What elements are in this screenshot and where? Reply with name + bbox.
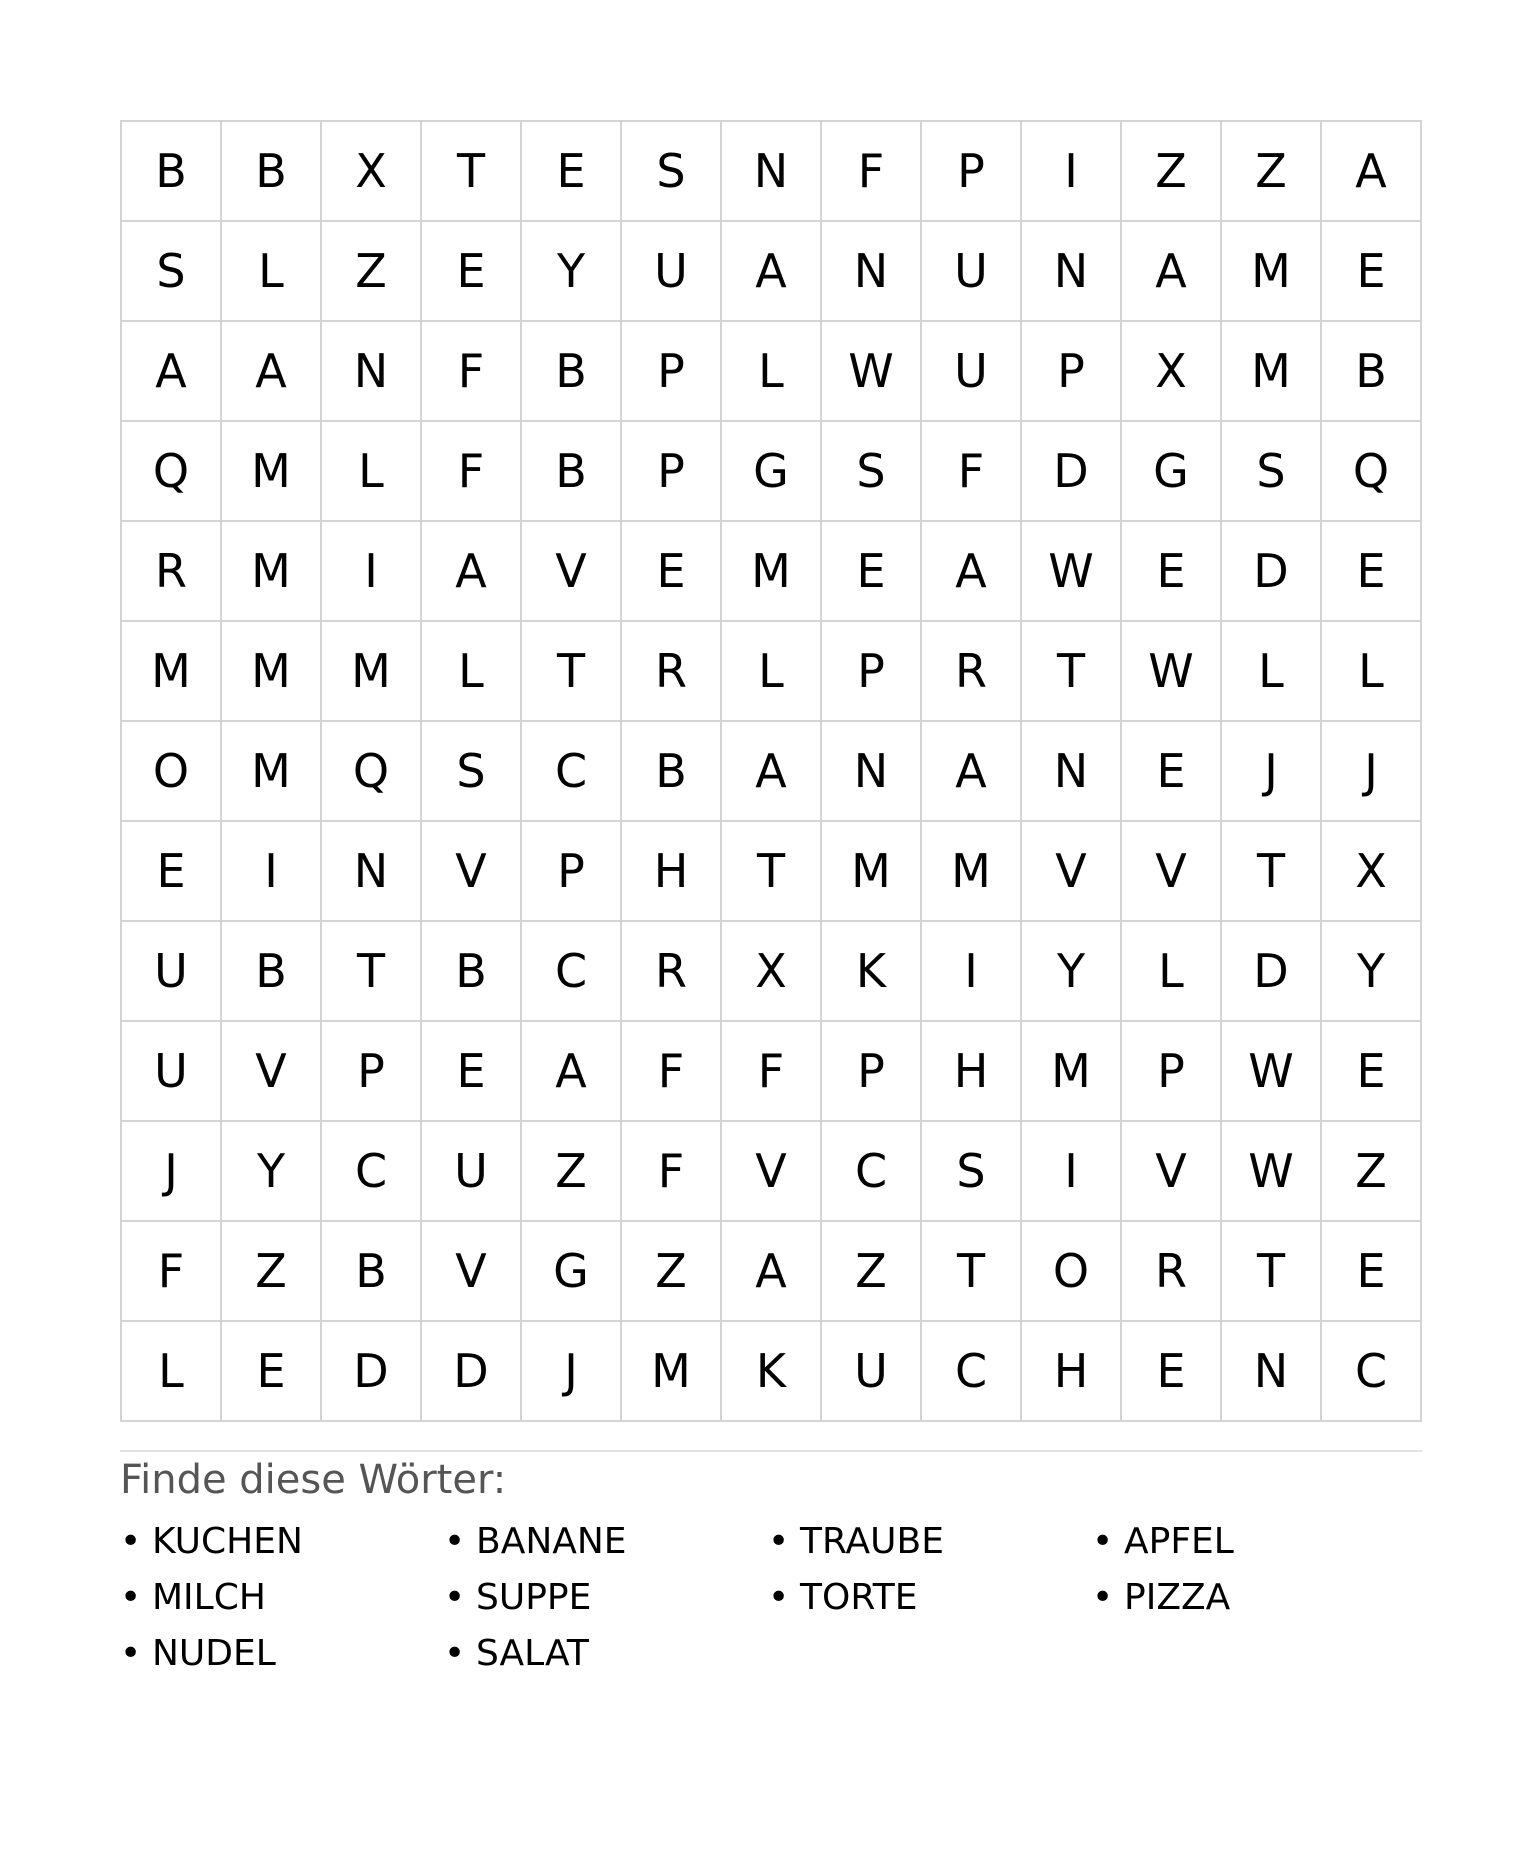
grid-cell[interactable]: T	[1222, 1222, 1322, 1322]
grid-cell[interactable]: L	[1122, 922, 1222, 1022]
grid-cell[interactable]: Z	[822, 1222, 922, 1322]
grid-cell[interactable]: P	[822, 622, 922, 722]
word-item	[444, 1570, 768, 1626]
grid-cell[interactable]: D	[1022, 422, 1122, 522]
grid-cell[interactable]: A	[722, 1222, 822, 1322]
grid-cell[interactable]: Y	[1022, 922, 1122, 1022]
bullet-icon: •	[120, 1577, 142, 1618]
grid-cell[interactable]: F	[722, 1022, 822, 1122]
grid-cell[interactable]: B	[422, 922, 522, 1022]
grid-cell[interactable]: T	[922, 1222, 1022, 1322]
grid-cell[interactable]: E	[1122, 522, 1222, 622]
grid-cell[interactable]: P	[1022, 322, 1122, 422]
word-item	[444, 1514, 768, 1570]
grid-cell[interactable]: O	[1022, 1222, 1122, 1322]
grid-cell[interactable]: I	[222, 822, 322, 922]
grid-cell[interactable]: P	[322, 1022, 422, 1122]
grid-cell[interactable]: A	[522, 1022, 622, 1122]
grid-cell[interactable]: V	[1122, 822, 1222, 922]
grid-cell[interactable]: F	[422, 322, 522, 422]
grid-cell[interactable]: M	[222, 422, 322, 522]
grid-cell[interactable]: U	[622, 222, 722, 322]
grid-cell[interactable]: E	[222, 1322, 322, 1422]
grid-cell[interactable]: T	[522, 622, 622, 722]
grid-cell[interactable]: Y	[1322, 922, 1422, 1022]
word-label: APFEL	[1124, 1521, 1234, 1562]
grid-cell[interactable]: N	[822, 222, 922, 322]
divider	[120, 1450, 1422, 1452]
grid-cell[interactable]: R	[122, 522, 222, 622]
grid-cell[interactable]: O	[122, 722, 222, 822]
grid-cell[interactable]: E	[1322, 1022, 1422, 1122]
grid-cell[interactable]: D	[322, 1322, 422, 1422]
grid-cell[interactable]: V	[1122, 1122, 1222, 1222]
bullet-icon: •	[768, 1577, 790, 1618]
grid-cell[interactable]: C	[522, 722, 622, 822]
grid-cell[interactable]: R	[922, 622, 1022, 722]
grid-cell[interactable]: M	[222, 722, 322, 822]
grid-cell[interactable]: A	[122, 322, 222, 422]
grid-cell[interactable]: B	[222, 922, 322, 1022]
grid-cell[interactable]: M	[622, 1322, 722, 1422]
word-label: TORTE	[800, 1577, 918, 1618]
grid-cell[interactable]: V	[522, 522, 622, 622]
grid-cell[interactable]: Z	[222, 1222, 322, 1322]
grid-cell[interactable]: V	[422, 822, 522, 922]
grid-cell[interactable]: Z	[1322, 1122, 1422, 1222]
grid-cell[interactable]: R	[622, 922, 722, 1022]
grid-cell[interactable]: P	[1122, 1022, 1222, 1122]
grid-cell[interactable]: T	[322, 922, 422, 1022]
grid-cell[interactable]: H	[622, 822, 722, 922]
grid-cell[interactable]: H	[1022, 1322, 1122, 1422]
grid-cell[interactable]: A	[222, 322, 322, 422]
grid-cell[interactable]: K	[722, 1322, 822, 1422]
bullet-icon: •	[444, 1577, 466, 1618]
word-item	[444, 1626, 768, 1682]
grid-cell[interactable]: S	[622, 122, 722, 222]
grid-cell[interactable]: W	[822, 322, 922, 422]
grid-cell[interactable]: J	[122, 1122, 222, 1222]
grid-cell[interactable]: M	[222, 622, 322, 722]
bullet-icon: •	[1092, 1521, 1114, 1562]
grid-cell[interactable]: A	[1322, 122, 1422, 222]
grid-cell[interactable]: B	[622, 722, 722, 822]
word-item	[120, 1514, 444, 1570]
grid-cell[interactable]: W	[1222, 1022, 1322, 1122]
grid-cell[interactable]: Z	[1222, 122, 1322, 222]
grid-cell[interactable]: Q	[322, 722, 422, 822]
grid-cell[interactable]: U	[922, 322, 1022, 422]
grid-cell[interactable]: B	[322, 1222, 422, 1322]
grid-cell[interactable]: M	[722, 522, 822, 622]
grid-cell[interactable]: X	[1322, 822, 1422, 922]
word-label: BANANE	[476, 1521, 627, 1562]
grid-cell[interactable]: N	[322, 822, 422, 922]
grid-cell[interactable]: M	[1222, 222, 1322, 322]
grid-cell[interactable]: A	[922, 522, 1022, 622]
grid-cell[interactable]: N	[822, 722, 922, 822]
grid-cell[interactable]: Q	[1322, 422, 1422, 522]
grid-cell[interactable]: R	[622, 622, 722, 722]
grid-cell[interactable]: S	[422, 722, 522, 822]
word-item	[1092, 1570, 1416, 1626]
grid-cell[interactable]: E	[622, 522, 722, 622]
grid-cell[interactable]: A	[922, 722, 1022, 822]
grid-cell[interactable]: U	[822, 1322, 922, 1422]
grid-cell[interactable]: S	[922, 1122, 1022, 1222]
grid-cell[interactable]: E	[1122, 1322, 1222, 1422]
grid-cell[interactable]: E	[122, 822, 222, 922]
grid-cell[interactable]: M	[122, 622, 222, 722]
grid-cell[interactable]: G	[722, 422, 822, 522]
word-label: KUCHEN	[152, 1521, 303, 1562]
grid-cell[interactable]: S	[1222, 422, 1322, 522]
grid-cell[interactable]: A	[1122, 222, 1222, 322]
word-list	[120, 1514, 1420, 1682]
bullet-icon: •	[444, 1633, 466, 1674]
grid-cell[interactable]: E	[422, 222, 522, 322]
grid-cell[interactable]: J	[1322, 722, 1422, 822]
grid-cell[interactable]: N	[722, 122, 822, 222]
grid-cell[interactable]: L	[722, 322, 822, 422]
grid-cell[interactable]: F	[922, 422, 1022, 522]
grid-cell[interactable]: W	[1222, 1122, 1322, 1222]
grid-cell[interactable]: U	[122, 922, 222, 1022]
grid-cell[interactable]: D	[1222, 522, 1322, 622]
grid-cell[interactable]: S	[822, 422, 922, 522]
grid-cell[interactable]: L	[422, 622, 522, 722]
grid-cell[interactable]: A	[422, 522, 522, 622]
grid-cell[interactable]: V	[722, 1122, 822, 1222]
grid-cell[interactable]: E	[1322, 522, 1422, 622]
grid-cell[interactable]: R	[1122, 1222, 1222, 1322]
grid-cell[interactable]: S	[122, 222, 222, 322]
word-item	[768, 1570, 1092, 1626]
word-list-title: Finde diese Wörter:	[120, 1457, 507, 1503]
grid-cell[interactable]: V	[222, 1022, 322, 1122]
grid-cell[interactable]: Y	[522, 222, 622, 322]
grid-cell[interactable]: X	[722, 922, 822, 1022]
grid-cell[interactable]: I	[922, 922, 1022, 1022]
word-item	[1092, 1514, 1416, 1570]
grid-cell[interactable]: C	[922, 1322, 1022, 1422]
grid-cell[interactable]: E	[522, 122, 622, 222]
grid-cell[interactable]: P	[622, 322, 722, 422]
grid-cell[interactable]: M	[922, 822, 1022, 922]
grid-cell[interactable]: U	[922, 222, 1022, 322]
grid-cell[interactable]: V	[422, 1222, 522, 1322]
grid-cell[interactable]: D	[1222, 922, 1322, 1022]
grid-cell[interactable]: C	[322, 1122, 422, 1222]
word-item	[120, 1626, 444, 1682]
word-label: MILCH	[152, 1577, 266, 1618]
grid-cell[interactable]: L	[1322, 622, 1422, 722]
word-label: NUDEL	[152, 1633, 276, 1674]
grid-cell[interactable]: B	[522, 422, 622, 522]
word-label: PIZZA	[1124, 1577, 1231, 1618]
grid-cell[interactable]: T	[1022, 622, 1122, 722]
grid-cell[interactable]: V	[1022, 822, 1122, 922]
word-item	[120, 1570, 444, 1626]
grid-cell[interactable]: Q	[122, 422, 222, 522]
grid-cell[interactable]: F	[622, 1122, 722, 1222]
grid-cell[interactable]: J	[522, 1322, 622, 1422]
word-item	[768, 1514, 1092, 1570]
grid-cell[interactable]: K	[822, 922, 922, 1022]
grid-cell[interactable]: P	[622, 422, 722, 522]
grid-cell[interactable]: T	[422, 122, 522, 222]
grid-cell[interactable]: I	[1022, 1122, 1122, 1222]
grid-cell[interactable]: C	[1322, 1322, 1422, 1422]
grid-cell[interactable]: M	[1022, 1022, 1122, 1122]
grid-cell[interactable]: Z	[622, 1222, 722, 1322]
grid-cell[interactable]: M	[222, 522, 322, 622]
grid-cell[interactable]: D	[422, 1322, 522, 1422]
grid-cell[interactable]: M	[1222, 322, 1322, 422]
grid-cell[interactable]: B	[522, 322, 622, 422]
word-label: TRAUBE	[800, 1521, 944, 1562]
grid-cell[interactable]: U	[122, 1022, 222, 1122]
grid-cell[interactable]: L	[722, 622, 822, 722]
grid-cell[interactable]: C	[522, 922, 622, 1022]
grid-cell[interactable]: Z	[1122, 122, 1222, 222]
bullet-icon: •	[444, 1521, 466, 1562]
grid-cell[interactable]: G	[1122, 422, 1222, 522]
grid-cell[interactable]: X	[1122, 322, 1222, 422]
grid-cell[interactable]: B	[222, 122, 322, 222]
grid-cell[interactable]: W	[1122, 622, 1222, 722]
grid-cell[interactable]: L	[222, 222, 322, 322]
grid-cell[interactable]: L	[1222, 622, 1322, 722]
grid-cell[interactable]: L	[322, 422, 422, 522]
grid-cell[interactable]: B	[1322, 322, 1422, 422]
grid-cell[interactable]: A	[722, 222, 822, 322]
grid-cell[interactable]: W	[1022, 522, 1122, 622]
grid-cell[interactable]: Y	[222, 1122, 322, 1222]
grid-cell[interactable]: E	[1322, 222, 1422, 322]
grid-cell[interactable]: C	[822, 1122, 922, 1222]
word-label: SALAT	[476, 1633, 589, 1674]
grid-cell[interactable]: N	[322, 322, 422, 422]
grid-cell[interactable]: I	[322, 522, 422, 622]
grid-cell[interactable]: F	[822, 122, 922, 222]
grid-cell[interactable]: N	[1022, 722, 1122, 822]
grid-cell[interactable]: E	[422, 1022, 522, 1122]
grid-cell[interactable]: N	[1022, 222, 1122, 322]
grid-cell[interactable]: X	[322, 122, 422, 222]
grid-cell[interactable]: F	[422, 422, 522, 522]
grid-cell[interactable]: E	[1322, 1222, 1422, 1322]
grid-cell[interactable]: F	[122, 1222, 222, 1322]
bullet-icon: •	[120, 1633, 142, 1674]
bullet-icon: •	[1092, 1577, 1114, 1618]
grid-cell[interactable]: L	[122, 1322, 222, 1422]
letter-grid	[120, 120, 1422, 1422]
grid-cell[interactable]: E	[822, 522, 922, 622]
grid-cell[interactable]: M	[822, 822, 922, 922]
grid-cell[interactable]: G	[522, 1222, 622, 1322]
bullet-icon: •	[120, 1521, 142, 1562]
grid-cell[interactable]: A	[722, 722, 822, 822]
bullet-icon: •	[768, 1521, 790, 1562]
word-search-puzzle	[120, 120, 1420, 1682]
grid-cell[interactable]: I	[1022, 122, 1122, 222]
grid-cell[interactable]: N	[1222, 1322, 1322, 1422]
grid-cell[interactable]: P	[522, 822, 622, 922]
grid-cell[interactable]: Z	[322, 222, 422, 322]
grid-cell[interactable]: E	[1122, 722, 1222, 822]
grid-cell[interactable]: F	[622, 1022, 722, 1122]
grid-cell[interactable]: H	[922, 1022, 1022, 1122]
word-label: SUPPE	[476, 1577, 592, 1618]
grid-cell[interactable]: U	[422, 1122, 522, 1222]
grid-cell[interactable]: T	[1222, 822, 1322, 922]
grid-cell[interactable]: T	[722, 822, 822, 922]
grid-cell[interactable]: B	[122, 122, 222, 222]
grid-cell[interactable]: Z	[522, 1122, 622, 1222]
grid-cell[interactable]: M	[322, 622, 422, 722]
grid-cell[interactable]: P	[822, 1022, 922, 1122]
grid-cell[interactable]: P	[922, 122, 1022, 222]
grid-cell[interactable]: J	[1222, 722, 1322, 822]
